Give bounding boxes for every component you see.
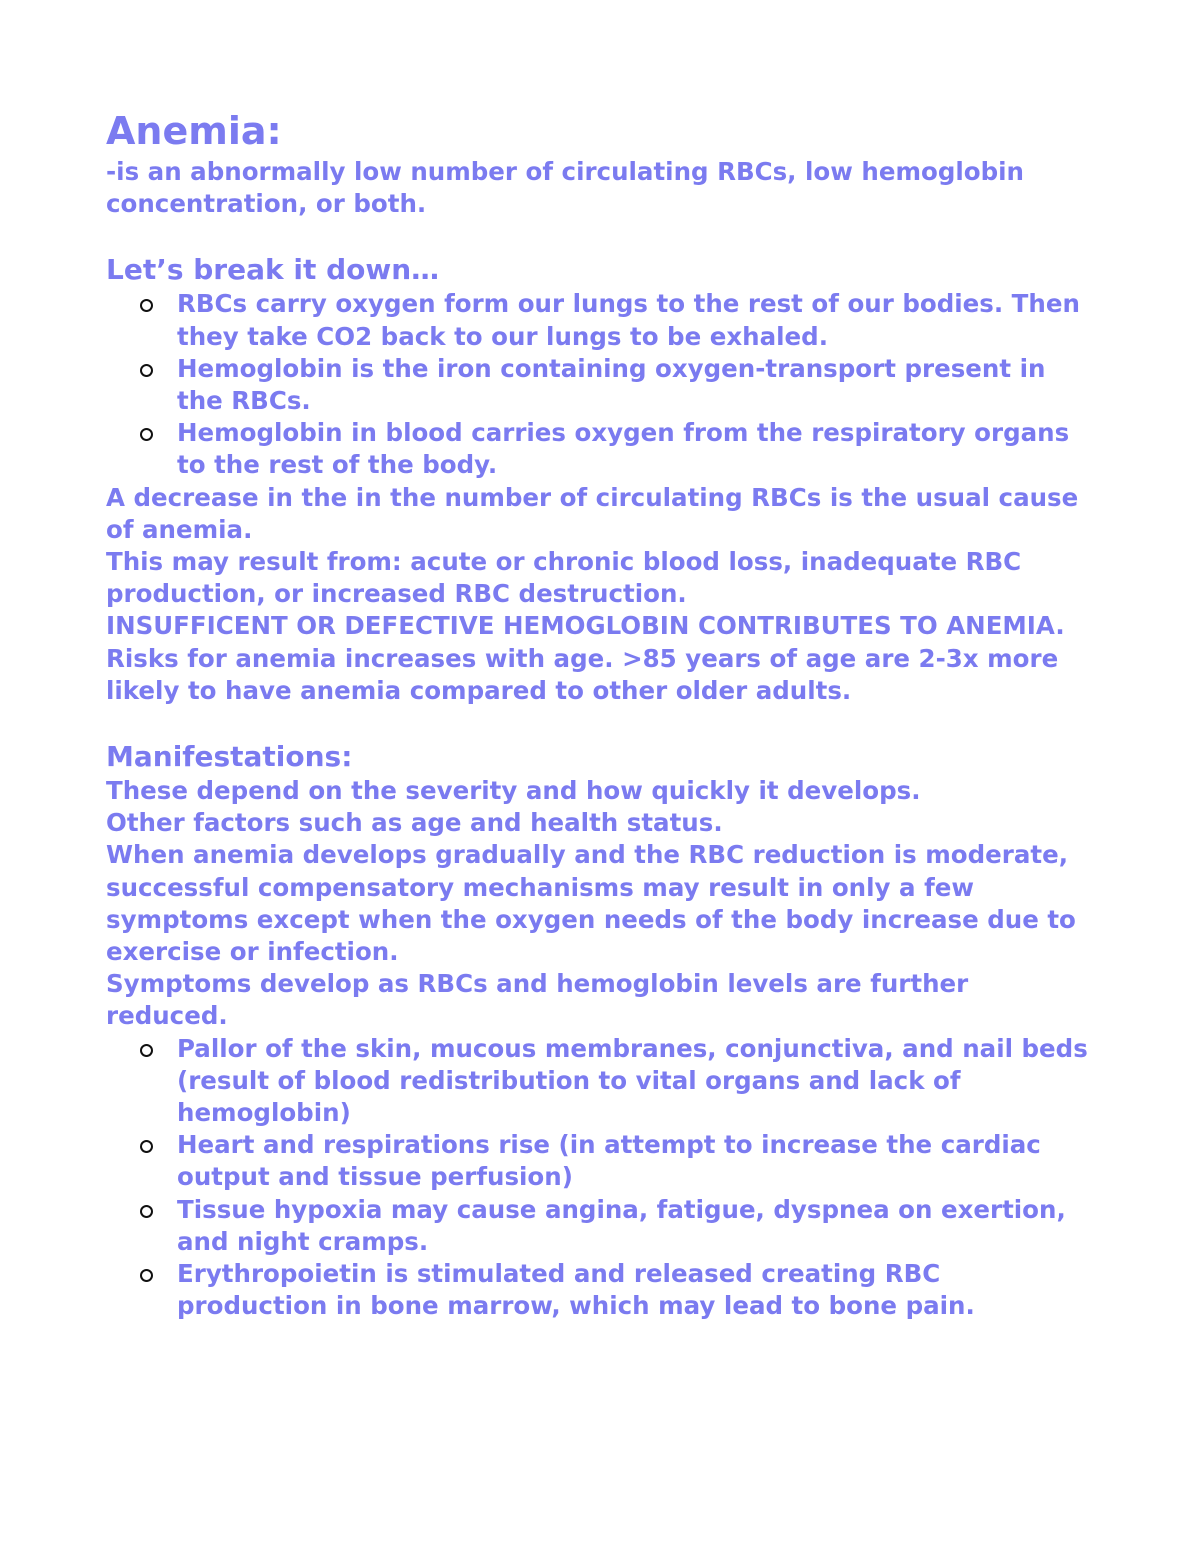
circle-bullet-icon bbox=[140, 1269, 153, 1282]
breakdown-list bbox=[106, 288, 1096, 481]
circle-bullet-icon bbox=[140, 428, 153, 441]
list-item bbox=[106, 417, 1096, 481]
breakdown-paragraph: A decrease in the in the number of circulating RBCs is the usual cause of anemia. bbox=[106, 482, 1079, 544]
circle-bullet-icon bbox=[140, 1140, 153, 1153]
definition-text: -is an abnormally low number of circulating RBCs, low hemoglobin concentration, or both. bbox=[106, 157, 1024, 219]
manifestations-paragraph: These depend on the severity and how quickly it develops. bbox=[106, 776, 921, 806]
list-item-text: Erythropoietin is stimulated and released creating RBC production in bone marrow, which may lead to bone pain. bbox=[177, 1259, 975, 1321]
list-item-text: Hemoglobin is the iron containing oxygen-transport present in the RBCs. bbox=[177, 353, 1046, 416]
list-item bbox=[106, 353, 1096, 417]
list-item bbox=[106, 288, 1096, 352]
breakdown-paragraph: INSUFFICENT OR DEFECTIVE HEMOGLOBIN CONTRIBUTES TO ANEMIA. Risks for anemia increases with age. >85 years of age are 2-3x more likely to have anemia compared to other older adults. bbox=[106, 611, 1065, 705]
list-item-text: Heart and respirations rise (in attempt to increase the cardiac output and tissue perfusion) bbox=[177, 1130, 1041, 1192]
breakdown-heading: Let’s break it down… bbox=[106, 253, 440, 287]
list-item-text: RBCs carry oxygen form our lungs to the rest of our bodies. Then they take CO2 back to our lungs to be exhaled. bbox=[177, 289, 1080, 351]
list-item-text: Tissue hypoxia may cause angina, fatigue, dyspnea on exertion, and night cramps. bbox=[177, 1194, 1066, 1256]
circle-bullet-icon bbox=[140, 364, 153, 377]
manifestations-paragraph: Other factors such as age and health status. bbox=[106, 808, 723, 838]
list-item bbox=[106, 1033, 1096, 1130]
document-page bbox=[106, 106, 1096, 1323]
manifestations-paragraph: Symptoms develop as RBCs and hemoglobin levels are further reduced. bbox=[106, 969, 969, 1031]
list-item bbox=[106, 1129, 1096, 1193]
list-item bbox=[106, 1258, 1096, 1322]
manifestations-paragraph: When anemia develops gradually and the RBC reduction is moderate, successful compensatory mechanisms may result in only a few symptoms except when the oxygen needs of the body increase due to exercise or infection. bbox=[106, 840, 1076, 967]
spacer bbox=[106, 707, 1096, 739]
symptoms-list bbox=[106, 1033, 1096, 1323]
list-item bbox=[106, 1194, 1096, 1258]
list-item-text: Hemoglobin in blood carries oxygen from the respiratory organs to the rest of the body. bbox=[177, 418, 1070, 480]
spacer bbox=[106, 220, 1096, 252]
list-item-text: Pallor of the skin, mucous membranes, conjunctiva, and nail beds (result of blood redistribution to vital organs and lack of hemoglobin) bbox=[177, 1033, 1088, 1128]
circle-bullet-icon bbox=[140, 1205, 153, 1218]
page-title: Anemia: bbox=[106, 109, 282, 153]
manifestations-heading: Manifestations: bbox=[106, 740, 353, 774]
breakdown-paragraph: This may result from: acute or chronic blood loss, inadequate RBC production, or increased RBC destruction. bbox=[106, 547, 1022, 609]
circle-bullet-icon bbox=[140, 299, 153, 312]
circle-bullet-icon bbox=[140, 1044, 153, 1057]
